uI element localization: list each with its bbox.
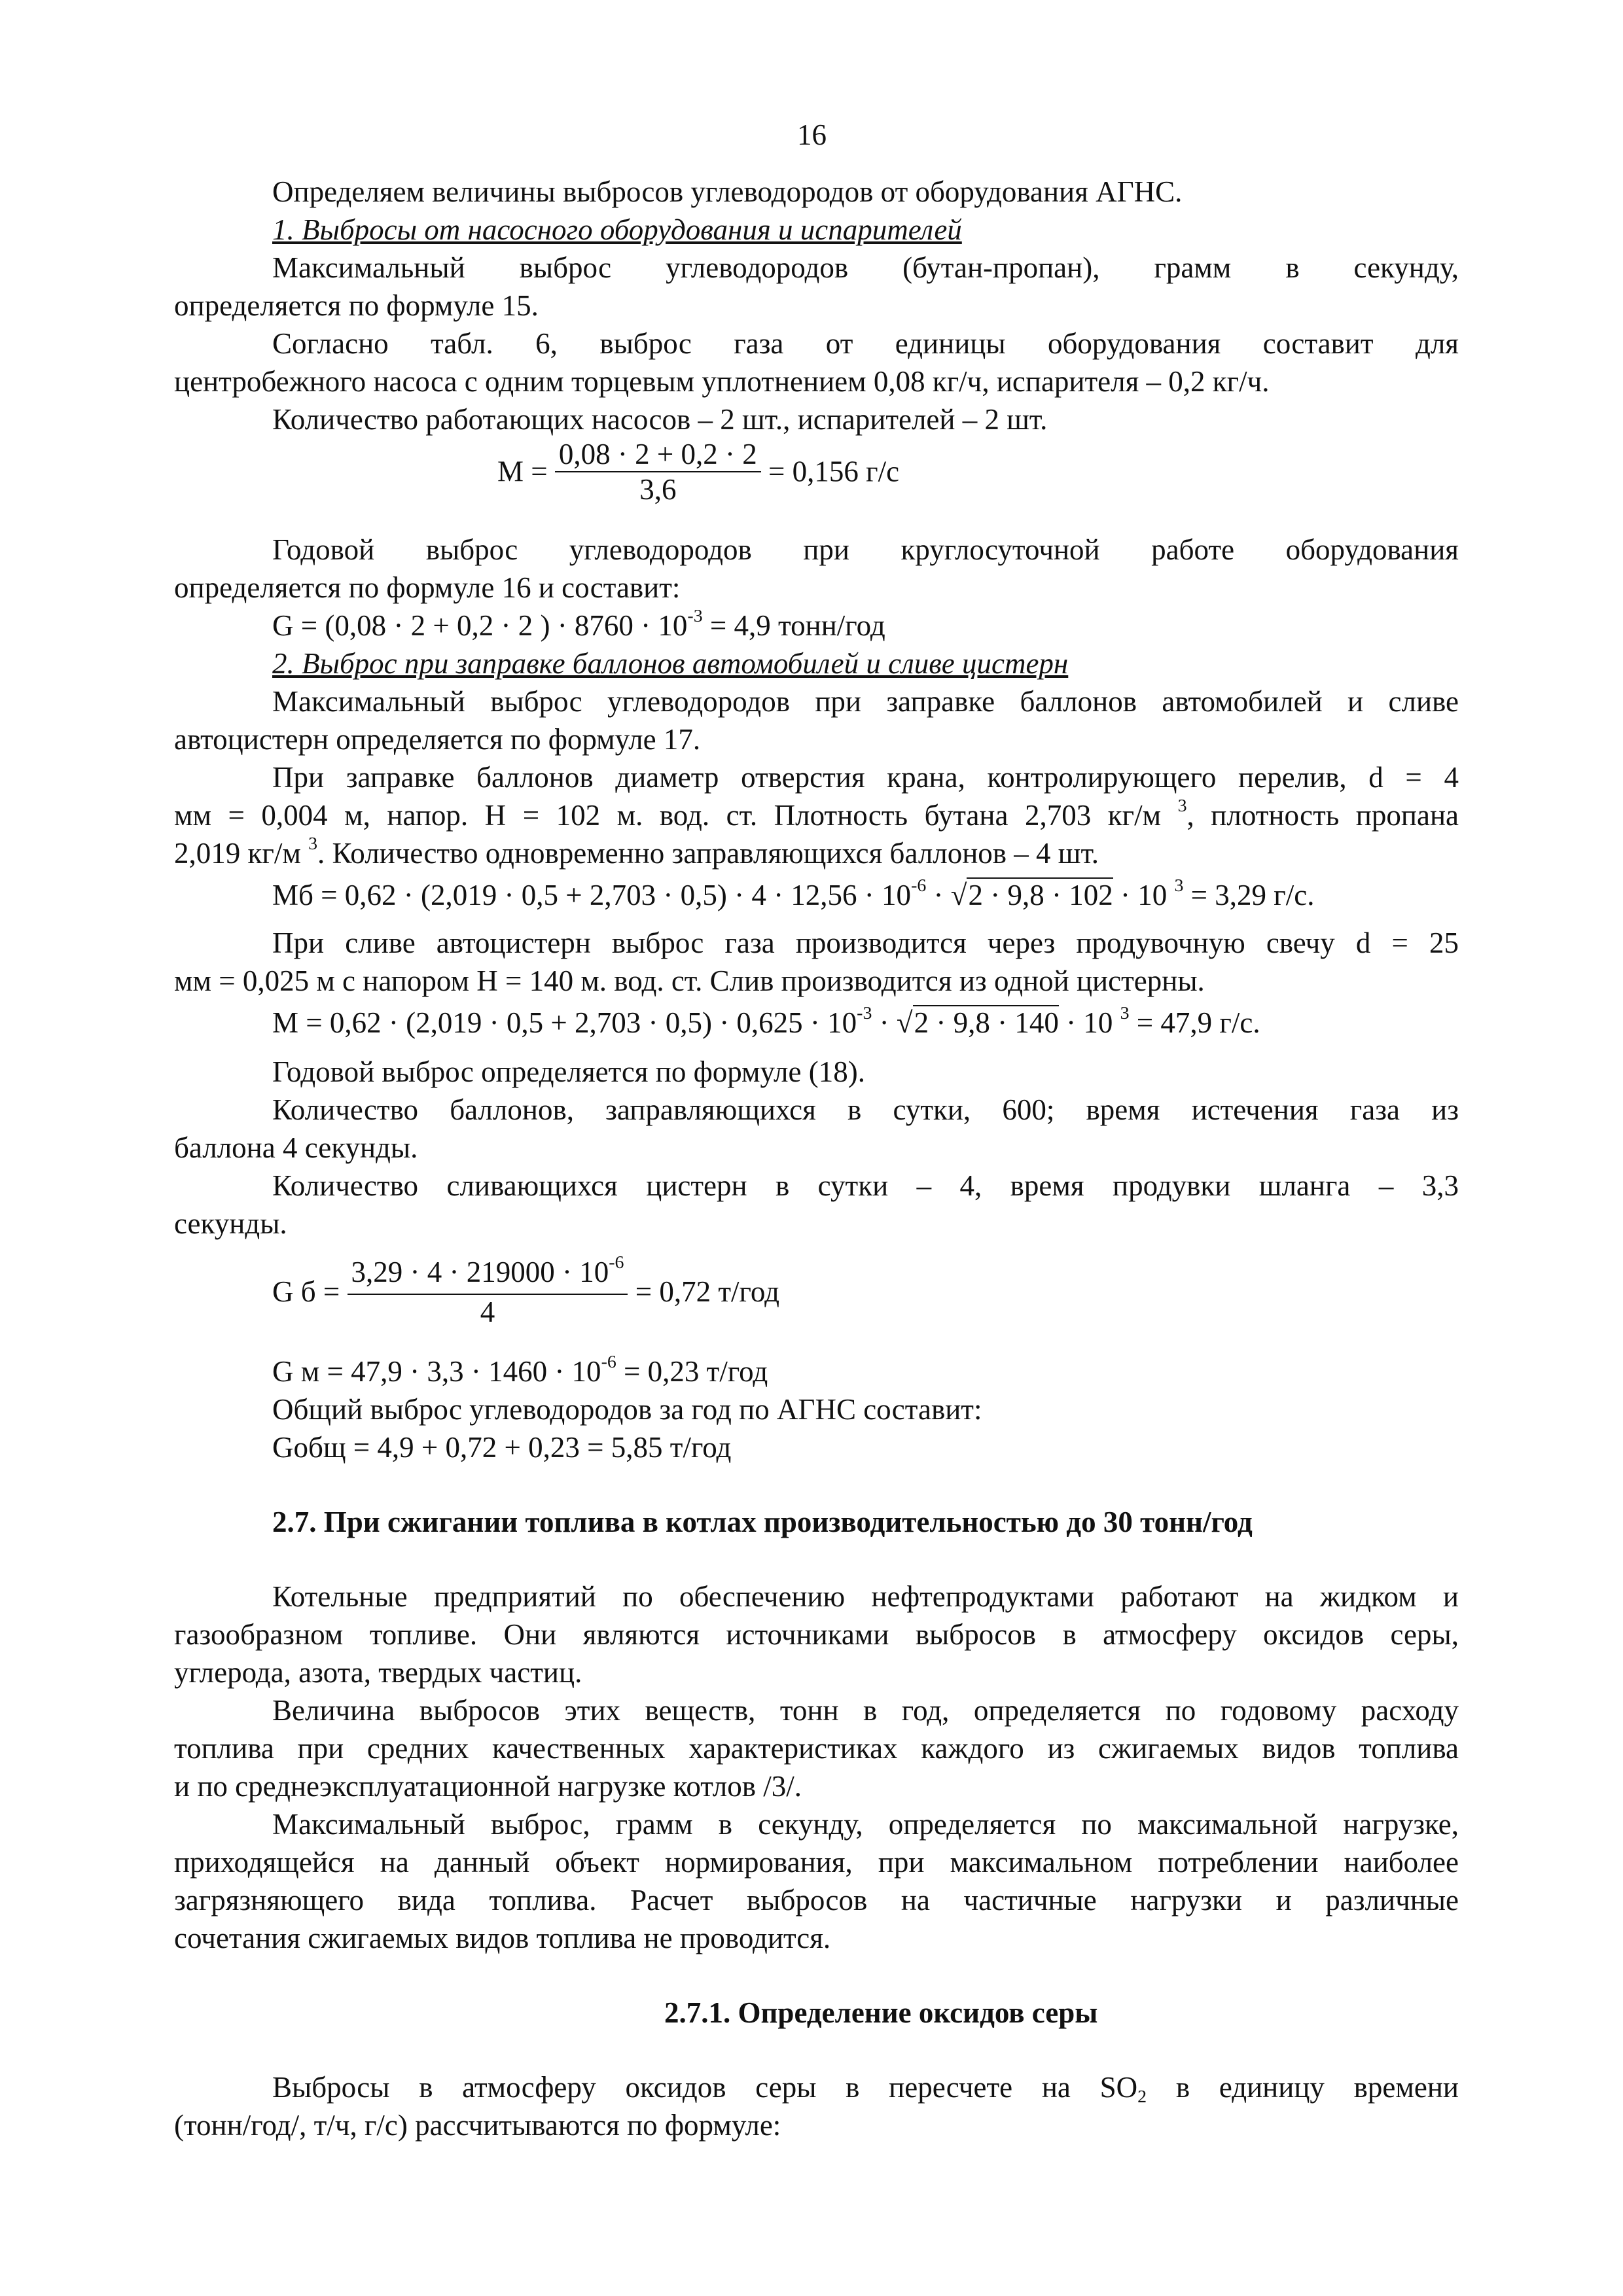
formula-m-pumps bbox=[497, 437, 899, 506]
text-line: Максимальный выброс, грамм в секунду, определяется по максимальной нагрузке, bbox=[272, 1808, 1459, 1841]
text-line: Количество баллонов, заправляющихся в сутки, 600; время истечения газа из bbox=[272, 1093, 1459, 1126]
text-line: (тонн/год/, т/ч, г/с) рассчитываются по формуле: bbox=[174, 2109, 781, 2142]
text-line: При сливе автоцистерн выброс газа производится через продувочную свечу d = 25 bbox=[272, 927, 1459, 959]
text-line: определяется по формуле 15. bbox=[174, 289, 539, 322]
formula-mb: Mб = $0,62 \cdot (2,019 \cdot 0,5 + 2,703 \cdot 0,5) \cdot 4 \cdot 12,56 \cdot 10^{-6} \cdot √2 \cdot 9,8 \cdot 102 \cdot 10$ $^3$ = 3,29 г/с. bbox=[272, 875, 1315, 911]
formula-m-tanker: $M = 0,62 \cdot (2,019 \cdot 0,5 + 2,703 \cdot 0,5) \cdot 0,625 \cdot 10^{-3} \cdot √2 \cdot 9,8 \cdot 140 \cdot 10$ $^3$ = 47,9 г/с. bbox=[272, 1003, 1260, 1039]
paragraph-intro: Определяем величины выбросов углеводородов от оборудования АГНС. bbox=[272, 175, 1183, 208]
formula-gb bbox=[272, 1252, 779, 1329]
formula-gm: G $м = 47,9 \cdot 3,3 \cdot 1460 \cdot 10^{-6} = 0,23$ т/год bbox=[272, 1352, 768, 1388]
text-line: центробежного насоса с одним торцевым уплотнением 0,08 кг/ч, испарителя – 0,2 кг/ч. bbox=[174, 365, 1270, 398]
text-line: газообразном топливе. Они являются источниками выбросов в атмосферу оксидов серы, bbox=[174, 1618, 1459, 1651]
fraction-denominator: 4 bbox=[480, 1296, 495, 1328]
text-line: баллона 4 секунды. bbox=[174, 1131, 418, 1164]
fraction-numerator: 0,08 · 2 + 0,2 · 2 bbox=[555, 437, 761, 472]
formula-fraction bbox=[348, 1252, 628, 1329]
formula-fraction bbox=[555, 437, 761, 506]
text-line: Максимальный выброс углеводородов (бутан-пропан), грамм в секунду, bbox=[272, 251, 1459, 284]
text-line: Выбросы в атмосферу оксидов серы в пересчете на $SO_2$ в единицу времени bbox=[272, 2071, 1459, 2108]
text-line: и по среднеэксплуатационной нагрузке котлов /3/. bbox=[174, 1770, 802, 1803]
page-number: 16 bbox=[797, 118, 827, 151]
formula-gtotal: Gобщ = 4,9 + 0,72 + 0,23 = 5,85 т/год bbox=[272, 1431, 732, 1464]
text-line: мм = 0,025 м с напором Н = 140 м. вод. ст. Слив производится из одной цистерны. bbox=[174, 964, 1205, 997]
text-line: Годовой выброс углеводородов при круглосуточной работе оборудования bbox=[272, 533, 1459, 566]
subheading-refueling: 2. Выброс при заправке баллонов автомобилей и сливе цистерн bbox=[272, 647, 1069, 680]
fraction-denominator: 3,6 bbox=[639, 473, 677, 506]
text-line: При заправке баллонов диаметр отверстия крана, контролирующего перелив, d = 4 bbox=[272, 761, 1459, 794]
text-line: автоцистерн определяется по формуле 17. bbox=[174, 723, 701, 756]
formula-result: = 0,72 т/год bbox=[635, 1275, 779, 1308]
formula-result: = 0,156 г/с bbox=[768, 455, 900, 488]
text-line: мм = 0,004 м, напор. Н = 102 м. вод. ст. Плотность бутана 2,703 кг/м $^3$, плотность пропана bbox=[174, 796, 1459, 832]
text-line: определяется по формуле 16 и составит: bbox=[174, 571, 681, 604]
text-line: приходящейся на данный объект нормирования, при максимальном потреблении наиболее bbox=[174, 1846, 1459, 1879]
text-line: Максимальный выброс углеводородов при заправке баллонов автомобилей и сливе bbox=[272, 685, 1459, 718]
text-line: Количество сливающихся цистерн в сутки – 4, время продувки шланга – 3,3 bbox=[272, 1169, 1459, 1202]
text-line: сочетания сжигаемых видов топлива не проводится. bbox=[174, 1922, 831, 1954]
text-line: Общий выброс углеводородов за год по АГНС составит: bbox=[272, 1393, 982, 1426]
text-line: топлива при средних качественных характеристиках каждого из сжигаемых видов топлива bbox=[174, 1732, 1459, 1765]
text-line: Величина выбросов этих веществ, тонн в год, определяется по годовому расходу bbox=[272, 1694, 1459, 1727]
text-line: загрязняющего вида топлива. Расчет выбросов на частичные нагрузки и различные bbox=[174, 1884, 1459, 1916]
formula-lhs: G б = bbox=[272, 1275, 340, 1308]
section-heading-2-7-1: 2.7.1. Определение оксидов серы bbox=[664, 1996, 1098, 2029]
text-line: Котельные предприятий по обеспечению нефтепродуктами работают на жидком и bbox=[272, 1580, 1459, 1613]
subheading-pumps-evaporators: 1. Выбросы от насосного оборудования и испарителей bbox=[272, 213, 962, 246]
text-line: Количество работающих насосов – 2 шт., испарителей – 2 шт. bbox=[272, 403, 1048, 436]
fraction-numerator: $3,29 \cdot 4 \cdot 219000 \cdot 10^{-6}$ bbox=[348, 1255, 628, 1295]
text-line: Годовой выброс определяется по формуле (18). bbox=[272, 1055, 865, 1088]
formula-lhs: M = bbox=[497, 455, 548, 488]
text-line: углерода, азота, твердых частиц. bbox=[174, 1656, 582, 1689]
section-heading-2-7: 2.7. При сжигании топлива в котлах производительностью до 30 тонн/год bbox=[272, 1506, 1253, 1538]
text-line: 2,019 кг/м $^3$. Количество одновременно заправляющихся баллонов – 4 шт. bbox=[174, 834, 1099, 870]
formula-g-annual: G = (0,08 · 2 + 0,2 · 2 ) · $8760 \cdot 10^{-3} = 4,9$ тонн/год bbox=[272, 606, 885, 642]
text-line: секунды. bbox=[174, 1207, 287, 1240]
text-line: Согласно табл. 6, выброс газа от единицы оборудования составит для bbox=[272, 327, 1459, 360]
